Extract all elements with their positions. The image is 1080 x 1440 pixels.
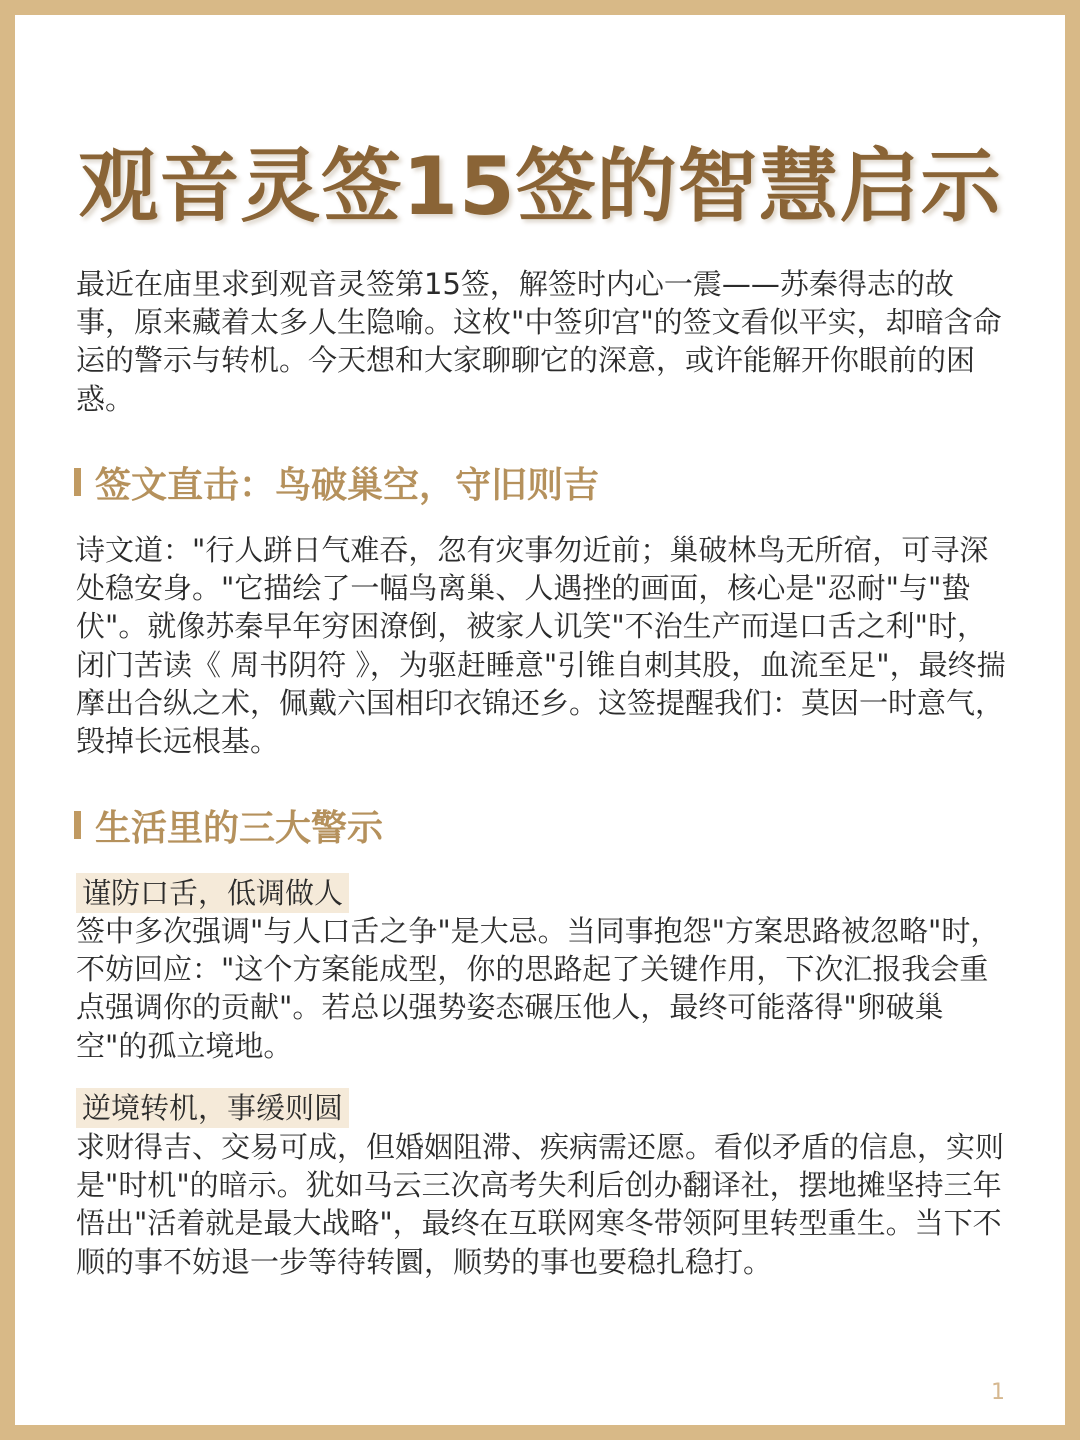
section-heading-1 (74, 462, 600, 506)
highlight-tag-2: 逆境转机，事缓则圆 (76, 1088, 349, 1128)
section-marker-bar (74, 811, 81, 839)
item2-paragraph: 求财得吉、交易可成，但婚姻阻滞、疾病需还愿。看似矛盾的信息，实则是"时机"的暗示。犹如马云三次高考失利后创办翻译社，摆地摊坚持三年悟出"活着就是最大战略"，最终在互联网寒冬带领阿里转型重生。当下不顺的事不妨退一步等待转圜，顺势的事也要稳扎稳打。 (76, 1130, 1005, 1279)
section-heading-2 (74, 805, 384, 849)
intro-paragraph: 最近在庙里求到观音灵签第15签，解签时内心一震——苏秦得志的故事，原来藏着太多人生隐喻。这枚"中签卯宫"的签文看似平实，却暗含命运的警示与转机。今天想和大家聊聊它的深意，或许能解开你眼前的困惑。 (76, 267, 1002, 416)
item1-paragraph: 签中多次强调"与人口舌之争"是大忌。当同事抱怨"方案思路被忽略"时，不妨回应："这个方案能成型，你的思路起了关键作用，下次汇报我会重点强调你的贡献"。若总以强势姿态碾压他人，最终可能落得"卵破巢空"的孤立境地。 (76, 914, 1000, 1063)
page-title: 观音灵签15签的智慧启示 (78, 140, 1002, 233)
section1-paragraph: 诗文道："行人跰日气难吞，忽有灾事勿近前；巢破林鸟无所宿，可寻深处稳安身。"它描绘了一幅鸟离巢、人遇挫的画面，核心是"忍耐"与"蛰伏"。就像苏秦早年穷困潦倒，被家人讥笑"不治生产而逞口舌之利"时，闭门苦读《 周书阴符 》，为驱赶睡意"引锥自刺其股，血流至足"，最终揣摩出合纵之术，佩戴六国相印衣锦还乡。这签提醒我们：莫因一时意气，毁掉长远根基。 (76, 533, 1006, 759)
section-heading-text: 签文直击：鸟破巢空，守旧则吉 (95, 464, 600, 506)
page-number: 1 (991, 1380, 1005, 1405)
section-marker-bar (74, 468, 81, 496)
highlight-tag-1: 谨防口舌，低调做人 (76, 873, 349, 913)
content-card (15, 15, 1065, 1425)
section-heading-text: 生活里的三大警示 (95, 807, 384, 849)
